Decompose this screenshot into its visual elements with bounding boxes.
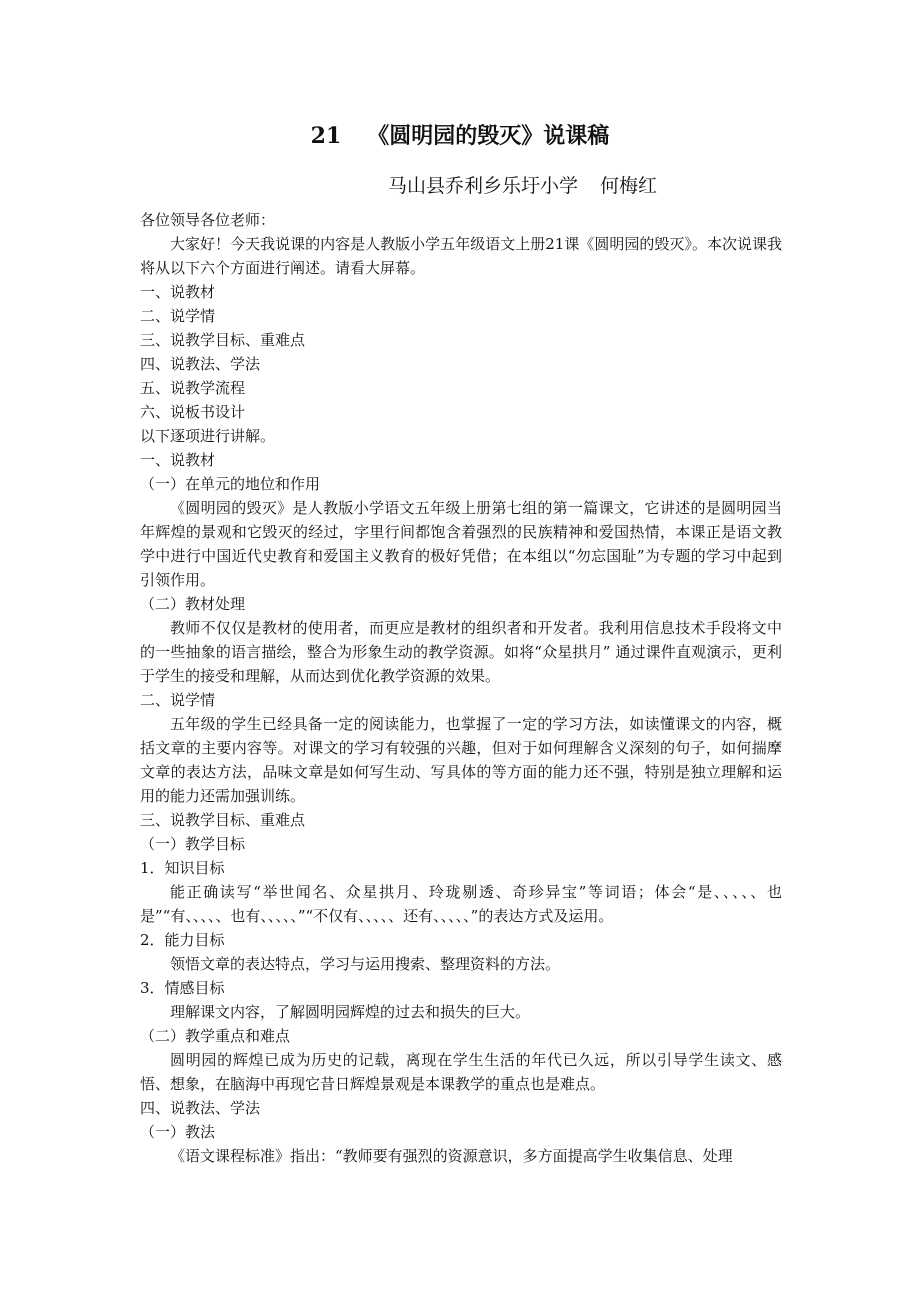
subsection-heading: （一）教学目标	[140, 835, 246, 853]
outline-item: 六、说板书设计	[140, 403, 246, 421]
subsection-heading: （一）在单元的地位和作用	[140, 475, 321, 493]
subsection-heading: （一）教法	[140, 1123, 216, 1141]
paragraph: 《圆明园的毁灭》是人教版小学语文五年级上册第七组的第一篇课文，它讲述的是圆明园当年辉煌的景观和它毁灭的经过，字里行间都饱含着强烈的民族精神和爱国热情，本课正是语文教学中进行中国近代史教育和爱国主义教育的极好凭借；在本组以“勿忘国耻”为专题的学习中起到引领作用。	[140, 499, 782, 589]
author-school: 马山县乔利乡乐圩小学	[388, 175, 579, 197]
outline-item: 二、说学情	[140, 307, 216, 325]
greeting: 各位领导各位老师：	[140, 211, 276, 229]
outline-item: 三、说教学目标、重难点	[140, 331, 306, 349]
author-name: 何梅红	[600, 175, 658, 197]
goal-heading: 1．知识目标	[140, 859, 225, 877]
outline-item: 五、说教学流程	[140, 379, 246, 397]
paragraph: 教师不仅仅是教材的使用者，而更应是教材的组织者和开发者。我利用信息技术手段将文中的一些抽象的语言描绘，整合为形象生动的教学资源。如将“众星拱月” 通过课件直观演示，更利于学生的接受和理解，从而达到优化教学资源的效果。	[140, 619, 782, 685]
document-title	[0, 118, 920, 154]
intro-paragraph: 大家好！今天我说课的内容是人教版小学五年级语文上册21课《圆明园的毁灭》。本次说课我将从以下六个方面进行阐述。请看大屏幕。	[140, 235, 782, 277]
paragraph: 理解课文内容，了解圆明园辉煌的过去和损失的巨大。	[170, 1003, 531, 1021]
section-heading: 二、说学情	[140, 691, 216, 709]
paragraph: 能正确读写“举世闻名、众星拱月、玲珑剔透、奇珍异宝”等词语；体会“是、、、、、也是”“有、、、、、也有、、、、、”“不仅有、、、、、还有、、、、、”的表达方式及运用。	[140, 883, 782, 925]
paragraph: 圆明园的辉煌已成为历史的记载，离现在学生生活的年代已久远，所以引导学生读文、感悟、想象，在脑海中再现它昔日辉煌景观是本课教学的重点也是难点。	[140, 1051, 782, 1093]
paragraph: 领悟文章的表达特点，学习与运用搜索、整理资料的方法。	[170, 955, 561, 973]
subsection-heading: （二）教材处理	[140, 595, 246, 613]
title-lesson-number: 21	[310, 123, 342, 149]
goal-heading: 2．能力目标	[140, 931, 225, 949]
section-heading: 一、说教材	[140, 451, 216, 469]
title-text: 《圆明园的毁灭》说课稿	[367, 123, 610, 149]
goal-heading: 3．情感目标	[140, 979, 225, 997]
transition-line: 以下逐项进行讲解。	[140, 427, 276, 445]
section-heading: 三、说教学目标、重难点	[140, 811, 306, 829]
document-body	[140, 208, 782, 1168]
outline-item: 一、说教材	[140, 283, 216, 301]
author-line	[388, 170, 657, 202]
paragraph: 《语文课程标准》指出：“教师要有强烈的资源意识，多方面提高学生收集信息、处理	[170, 1147, 733, 1165]
section-heading: 四、说教法、学法	[140, 1099, 261, 1117]
paragraph: 五年级的学生已经具备一定的阅读能力，也掌握了一定的学习方法，如读懂课文的内容，概括文章的主要内容等。对课文的学习有较强的兴趣，但对于如何理解含义深刻的句子，如何揣摩文章的表达方法，品味文章是如何写生动、写具体的等方面的能力还不强，特别是独立理解和运用的能力还需加强训练。	[140, 715, 782, 805]
subsection-heading: （二）教学重点和难点	[140, 1027, 291, 1045]
outline-item: 四、说教法、学法	[140, 355, 261, 373]
